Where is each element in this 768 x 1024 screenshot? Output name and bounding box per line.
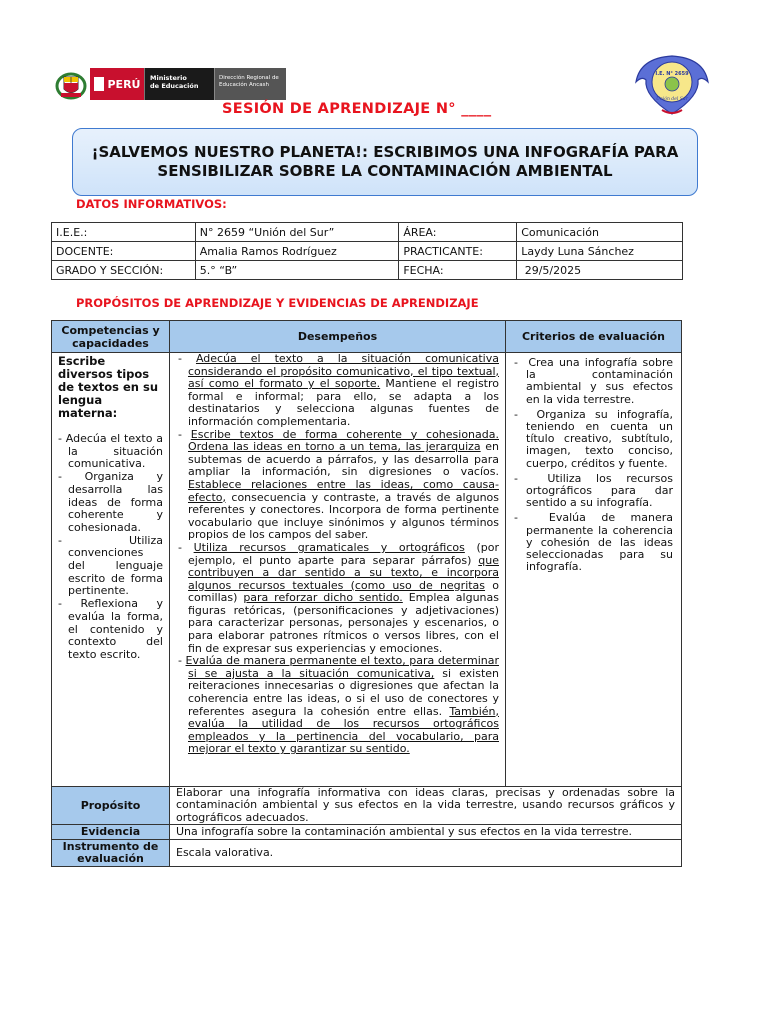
competencias-cell (52, 353, 170, 787)
list-item: - Evalúa de manera permanente el texto, para determinar si se ajusta a la situación comunicativa, si existen reiteraciones innecesarias o digresiones que afectan la coherencia entre las ideas, o si el uso de conectores y referentes asegura la cohesión entre ellas. También, evalúa la utilidad de los recursos ortográficos empleados y la pertinencia del vocabulario, para mejorar el texto y garantizar su sentido. (178, 654, 499, 756)
crest-top-text: I.E. N° 2659 (655, 71, 689, 77)
table-header-row (52, 321, 682, 353)
main-title-box (72, 128, 698, 196)
table-content-row (52, 353, 682, 787)
header-desempenos: Desempeños (170, 321, 506, 353)
flag-icon (94, 77, 104, 91)
list-item: - Utiliza los recursos ortográficos para dar sentido a su infografía. (514, 471, 673, 510)
header-criterios: Criterios de evaluación (506, 321, 682, 353)
info-row (52, 223, 683, 242)
info-label: FECHA: (399, 261, 517, 280)
list-item: - Escribe textos de forma coherente y cohesionada. Ordena las ideas en torno a un tema, las jerarquiza en subtemas de acuerdo a párrafos, y las desarrolla para ampliar la información, sin digresiones o vacíos. Establece relaciones entre las ideas, como causa-efecto, consecuencia y contraste, a través de algunos referentes y conectores. Incorpora de forma pertinente vocabulario que incluye sinónimos y algunos términos propios de los campos del saber. (178, 427, 499, 542)
competencia-title: Escribe diversos tipos de textos en su lengua materna: (58, 354, 159, 420)
proposito-label: Propósito (52, 787, 170, 825)
list-item: - Organiza su infografía, teniendo en cuenta un título creativo, subtítulo, imagen, texto conciso, cuerpo, créditos y fuente. (514, 407, 673, 470)
list-item: - Organiza y desarrolla las ideas de forma coherente y cohesionada. (58, 470, 163, 534)
info-row (52, 261, 683, 280)
info-value: N° 2659 “Unión del Sur” (195, 223, 399, 242)
list-item: - Crea una infografía sobre la contaminación ambiental y sus efectos en la vida terrestre. (514, 356, 673, 406)
evidencia-label: Evidencia (52, 825, 170, 840)
info-label: GRADO Y SECCIÓN: (52, 261, 196, 280)
info-value: 5.° “B” (195, 261, 399, 280)
ministry-label: Ministerio de Educación (144, 68, 214, 100)
desempenos-cell (170, 353, 506, 787)
info-row (52, 242, 683, 261)
evidencia-value: Una infografía sobre la contaminación ambiental y sus efectos en la vida terrestre. (170, 825, 682, 840)
directorate-label: Dirección Regional de Educación Ancash (214, 68, 286, 100)
list-item: - Evalúa de manera permanente la coherencia y cohesión de las ideas seleccionadas para su infografía. (514, 511, 674, 574)
list-item: - Utiliza recursos gramaticales y ortográficos (por ejemplo, el punto aparte para separar párrafos) que contribuyen a dar sentido a su texto, e incorpora algunos recursos textuales (como uso de negritas o comillas) para reforzar dicho sentido. Emplea algunas figuras retóricas, (personificaciones y adjetivaciones) para caracterizar personas, personajes y escenarios, o para elaborar patrones rítmicos o versos libres, con el fin de expresar sus experiencias y emociones. (178, 540, 500, 655)
datos-informativos-heading: DATOS INFORMATIVOS: (76, 197, 227, 211)
list-item: - Utiliza convenciones del lenguaje escrito de forma pertinente. (58, 533, 163, 598)
crest-bottom-text: Unión del Sur (656, 97, 688, 102)
list-item: - Reflexiona y evalúa la forma, el contenido y contexto del texto escrito. (58, 597, 163, 661)
proposito-row (52, 787, 682, 825)
info-table (51, 222, 683, 280)
criterios-cell (506, 353, 682, 787)
evidencia-row (52, 825, 682, 840)
instrumento-row (52, 840, 682, 867)
instrumento-value: Escala valorativa. (170, 840, 682, 867)
info-value: 29/5/2025 (517, 261, 683, 280)
info-label: I.E.E.: (52, 223, 196, 242)
learning-purposes-table (51, 320, 682, 867)
list-item: - Adecúa el texto a la situación comunicativa. (58, 432, 163, 471)
info-label: PRACTICANTE: (399, 242, 517, 261)
capacidades-list (58, 433, 163, 662)
info-value: Amalia Ramos Rodríguez (195, 242, 399, 261)
list-item: - Adecúa el texto a la situación comunicativa considerando el propósito comunicativo, el tipo textual, así como el formato y el soporte. Mantiene el registro formal e informal; para ello, se adapta a los destinatarios y selecciona algunas fuentes de información complementaria. (178, 352, 499, 428)
school-crest-icon (632, 52, 712, 120)
main-title: ¡SALVEMOS NUESTRO PLANETA!: ESCRIBIMOS UNA INFOGRAFÍA PARA SENSIBILIZAR SOBRE LA CONTAMINACIÓN AMBIENTAL (91, 143, 679, 180)
info-label: DOCENTE: (52, 242, 196, 261)
instrumento-label: Instrumento de evaluación (52, 840, 170, 867)
info-value: Laydy Luna Sánchez (517, 242, 683, 261)
propositos-heading: PROPÓSITOS DE APRENDIZAJE Y EVIDENCIAS DE APRENDIZAJE (76, 296, 479, 310)
proposito-value: Elaborar una infografía informativa con ideas claras, precisas y ordenadas sobre la contaminación ambiental y sus efectos en la vida terrestre, usando recursos gráficos y ortográficos adecuados. (170, 787, 682, 825)
session-title: SESIÓN DE APRENDIZAJE N° ____ (222, 101, 492, 117)
peru-label: PERÚ (90, 68, 144, 100)
criterios-list (514, 357, 673, 573)
peru-ministry-logo (90, 68, 286, 100)
peru-coat-of-arms-icon (54, 67, 88, 101)
info-value: Comunicación (517, 223, 683, 242)
desempenos-list (178, 353, 499, 756)
header-competencias: Competencias y capacidades (52, 321, 170, 353)
info-label: ÁREA: (399, 223, 517, 242)
